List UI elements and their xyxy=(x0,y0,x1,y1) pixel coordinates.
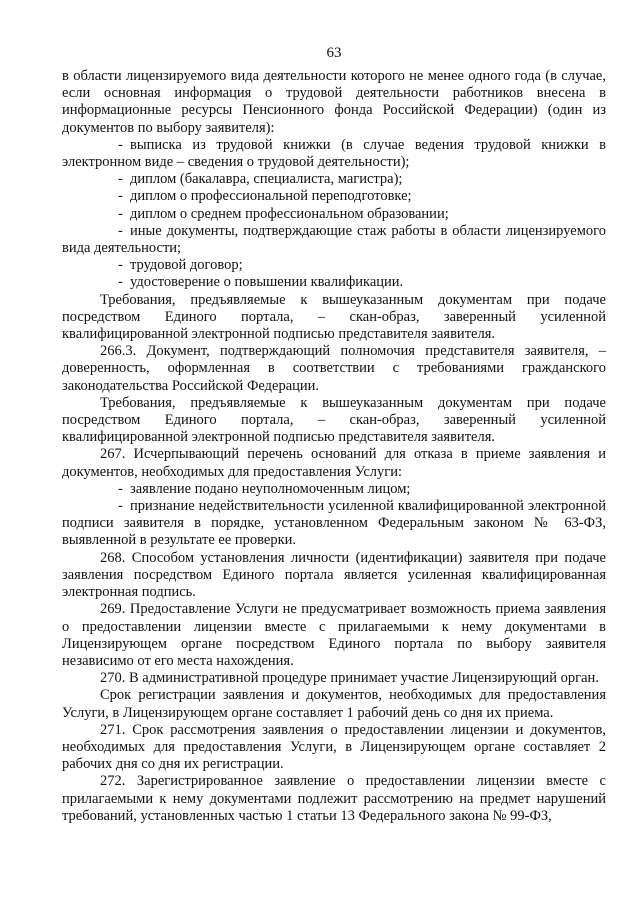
dash-marker: - xyxy=(118,498,123,515)
paragraph: Требования, предъявляемые к вышеуказанным документам при подаче посредством Единого портала, – скан-образ, заверенный усиленной квалифицированной электронной подписью представителя заявителя. xyxy=(62,291,606,343)
list-item: - заявление подано неуполномоченным лицом; xyxy=(118,480,411,497)
list-item: - трудовой договор; xyxy=(118,257,243,274)
page-number: 63 xyxy=(326,45,342,61)
dash-marker: - xyxy=(118,171,123,188)
list-item: - удостоверение о повышении квалификации. xyxy=(118,274,404,291)
dash-marker: - xyxy=(118,274,123,291)
paragraph-272: 272. Зарегистрированное заявление о предоставлении лицензии вместе с прилагаемыми к нему документами подлежит рассмотрению на предмет нарушений требований, установленных частью 1 статьи 13 Федерального закона № 99-ФЗ, xyxy=(62,773,606,824)
list-item: - диплом (бакалавра, специалиста, магистра); xyxy=(118,171,403,188)
list-item: - выписка из трудовой книжки (в случае ведения трудовой книжки в электронном виде – сведения о трудовой деятельности); xyxy=(62,136,606,171)
dash-marker: - xyxy=(118,222,123,239)
dash-marker: - xyxy=(118,136,123,153)
paragraph: Срок регистрации заявления и документов, необходимых для предоставления Услуги, в Лицензирующем органе составляет 1 рабочий день со дня их приема. xyxy=(62,687,606,721)
dash-marker: - xyxy=(118,257,123,274)
document-body xyxy=(62,68,606,825)
paragraph-271: 271. Срок рассмотрения заявления о предоставлении лицензии и документов, необходимых для предоставления Услуги, в Лицензирующем органе составляет 2 рабочих дня со дня их регистрации. xyxy=(62,721,606,773)
paragraph-266-3: 266.3. Документ, подтверждающий полномочия представителя заявителя, – доверенность, оформленная в соответствии с требованиями гражданского законодательства Российской Федерации. xyxy=(62,343,606,394)
dash-marker: - xyxy=(118,480,123,497)
list-item: - диплом о профессиональной переподготовке; xyxy=(118,188,412,205)
list-item: - признание недействительности усиленной квалифицированной электронной подписи заявителя в порядке, установленном Федеральным законом № 63-ФЗ, выявленной в результате ее проверки. xyxy=(62,498,606,549)
paragraph-270: 270. В административной процедуре принимает участие Лицензирующий орган. xyxy=(100,670,599,687)
list-item: - иные документы, подтверждающие стаж работы в области лицензируемого вида деятельности; xyxy=(62,222,606,257)
paragraph: Требования, предъявляемые к вышеуказанным документам при подаче посредством Единого портала, – скан-образ, заверенный усиленной квалифицированной электронной подписью представителя заявителя. xyxy=(62,394,606,446)
paragraph-269: 269. Предоставление Услуги не предусматривает возможность приема заявления о предоставлении лицензии вместе с прилагаемыми к нему документами в Лицензирующем органе посредством Единого портала по выбору заявителя независимо от его места нахождения. xyxy=(62,601,606,669)
paragraph-continuation: в области лицензируемого вида деятельности которого не менее одного года (в случае, если основная информация о трудовой деятельности работников внесена в информационные ресурсы Пенсионного фонда Российской Федерации) (один из документов по выбору заявителя): xyxy=(62,68,606,136)
paragraph-267: 267. Исчерпывающий перечень оснований для отказа в приеме заявления и документов, необходимых для предоставления Услуги: xyxy=(62,446,606,480)
dash-marker: - xyxy=(118,205,123,222)
dash-marker: - xyxy=(118,188,123,205)
list-item: - диплом о среднем профессиональном образовании; xyxy=(118,205,449,222)
paragraph-268: 268. Способом установления личности (идентификации) заявителя при подаче заявления посредством Единого портала является усиленная квалифицированная электронная подпись. xyxy=(62,549,606,601)
